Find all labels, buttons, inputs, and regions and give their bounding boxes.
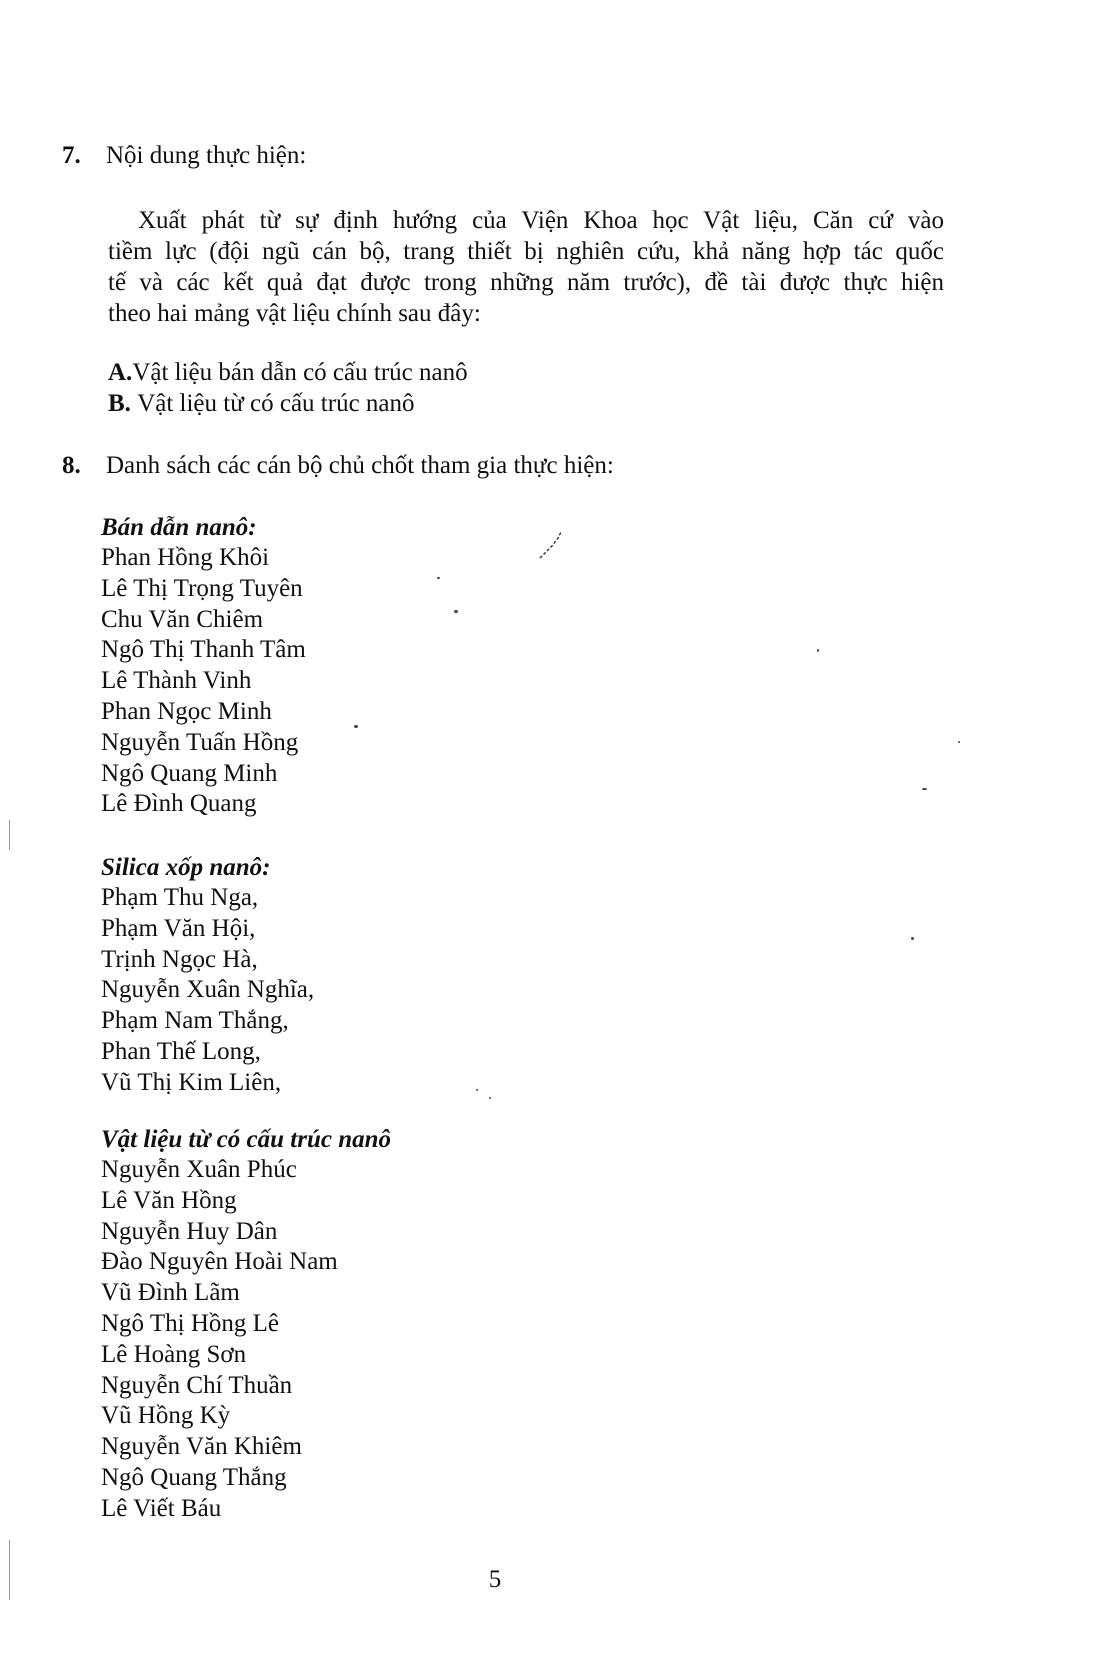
scan-speck [354,725,358,728]
member-name: Trịnh Ngọc Hà, [101,945,258,973]
paragraph-line: theo hai mảng vật liệu chính sau đây: [108,300,481,327]
member-list [101,1155,391,1525]
paragraph-line: tế và các kết quả đạt được trong những năm trước), đề tài được thực hiện [108,269,944,296]
scan-speck [454,610,458,613]
member-name: Nguyễn Xuân Nghĩa, [101,976,315,1004]
member-name: Phan Thế Long, [101,1037,261,1065]
page-number: 5 [488,1566,502,1593]
member-name: Vũ Đình Lãm [101,1279,240,1307]
member-name: Lê Văn Hồng [101,1186,237,1214]
scan-speck [817,649,819,652]
member-name: Nguyễn Văn Khiêm [101,1433,302,1461]
member-name: Phan Ngọc Minh [101,697,272,725]
member-name: Lê Đình Quang [101,790,257,818]
option-b-text: Vật liệu từ có cấu trúc nanô [137,390,415,417]
section-7-paragraph [108,205,944,329]
member-name: Phạm Thu Nga, [101,884,259,911]
option-a-text: Vật liệu bán dẫn có cấu trúc nanô [132,359,468,386]
scan-mark [538,530,564,560]
member-name: Vũ Thị Kim Liên, [101,1068,282,1096]
paragraph-line: tiềm lực (đội ngũ cán bộ, trang thiết bị nghiên cứu, khả năng hợp tác quốc [108,238,944,265]
member-list [101,883,314,1099]
member-name: Nguyễn Xuân Phúc [101,1156,297,1183]
section-8-heading [62,451,614,481]
section-7-title: Nội dung thực hiện: [106,142,307,169]
group-silica [101,852,314,1099]
member-name: Lê Hoàng Sơn [101,1340,247,1368]
scan-margin-line [9,1540,10,1600]
group-magnetic [101,1124,391,1525]
member-name: Phan Hồng Khôi [101,544,270,571]
section-8-title: Danh sách các cán bộ chủ chốt tham gia thực hiện: [106,452,614,479]
option-b [108,388,415,419]
member-name: Vũ Hồng Kỳ [101,1402,231,1430]
scan-speck [958,741,960,743]
member-name: Đào Nguyên Hoài Nam [101,1248,338,1276]
scan-speck [476,1089,478,1091]
member-name: Lê Thị Trọng Tuyên [101,574,303,602]
member-name: Ngô Thị Thanh Tâm [101,636,306,664]
group-title: Silica xốp nanô: [101,854,271,881]
member-name: Ngô Quang Thắng [101,1463,287,1491]
member-name: Nguyễn Chí Thuần [101,1371,293,1399]
member-name: Phạm Nam Thắng, [101,1007,289,1035]
section-8-number: 8. [62,452,81,479]
scan-speck [922,788,927,790]
member-list [101,543,306,820]
paragraph-line: Xuất phát từ sự định hướng của Viện Khoa học Vật liệu, Căn cứ vào [138,207,944,234]
option-a [108,357,468,388]
member-name: Lê Thành Vinh [101,667,252,695]
member-name: Ngô Quang Minh [101,759,278,787]
option-b-letter: B. [108,390,131,417]
scan-speck [437,577,440,579]
group-title: Vật liệu từ có cấu trúc nanô [101,1126,392,1153]
member-name: Nguyễn Huy Dân [101,1217,278,1245]
member-name: Ngô Thị Hồng Lê [101,1309,279,1337]
group-title: Bán dẫn nanô: [101,514,257,541]
member-name: Phạm Văn Hội, [101,914,256,942]
section-7-number: 7. [62,142,81,169]
option-a-letter: A. [108,359,133,386]
member-name: Chu Văn Chiêm [101,605,264,633]
section-7-heading [62,141,306,171]
member-name: Nguyễn Tuấn Hồng [101,728,299,756]
member-name: Lê Viết Báu [101,1494,222,1522]
scan-speck [911,937,914,940]
scan-margin-line [9,820,10,850]
scan-speck [489,1097,491,1099]
group-semiconductor [101,512,306,820]
